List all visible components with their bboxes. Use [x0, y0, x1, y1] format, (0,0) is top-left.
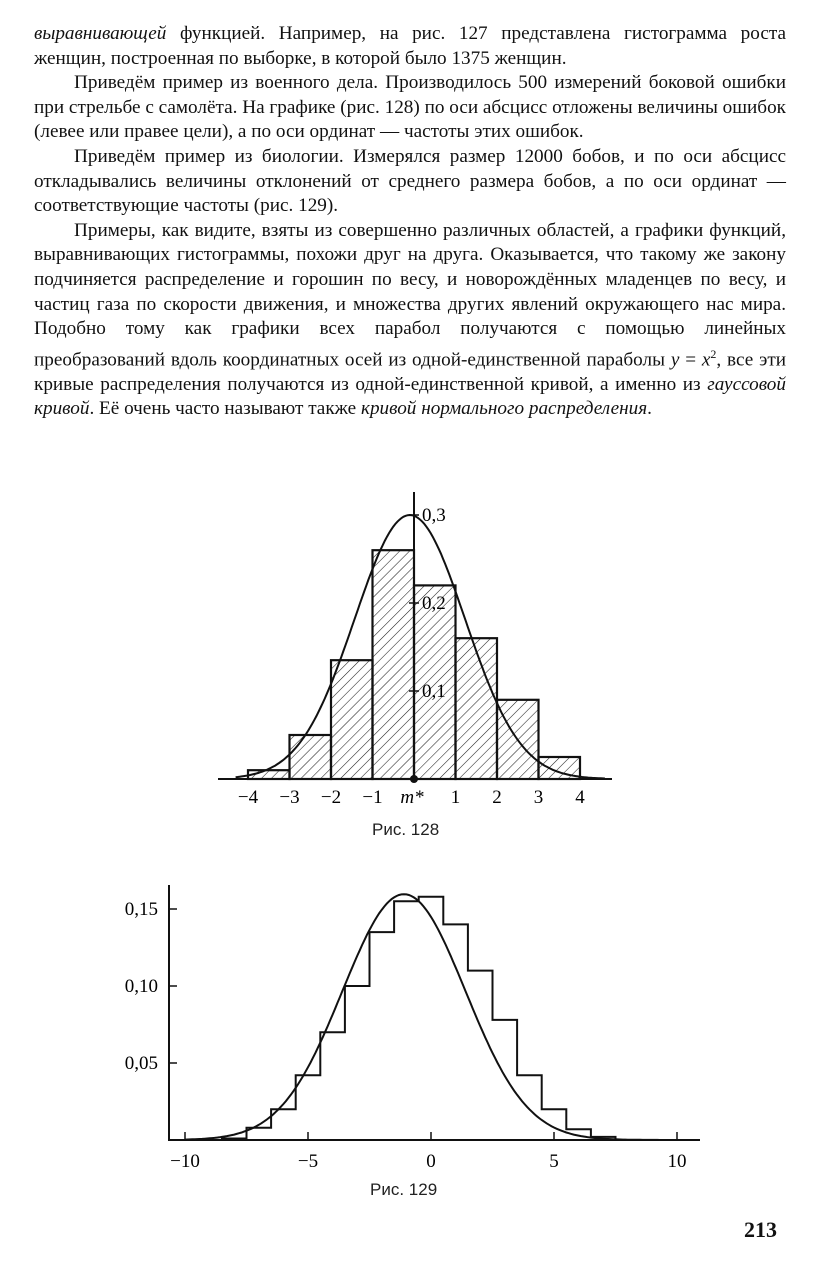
- y-tick-label: 0,15: [124, 899, 158, 920]
- x-tick-label: −5: [297, 1151, 319, 1172]
- paragraph-4-text-a: Примеры, как видите, взяты из совершенно различных областей, а графики функций, выравнивающих гистограммы, похожи друг на друга. Оказывается, что такому же закону подчиняется распределение и горошин по весу, и новорождённых младенцев по весу, и частиц газа по скорости движения, и множества других явлений окружающего нас мира. Подобно тому как графики всех парабол получаются с помощью линейных преобразований вдоль координатных осей из одной-единственной параболы: [34, 219, 786, 371]
- figure-129-caption: Рис. 129: [370, 1180, 438, 1199]
- formula-exponent: 2: [710, 346, 717, 361]
- x-tick-label: −3: [279, 787, 300, 808]
- term-smoothing: выравнивающей: [34, 23, 167, 44]
- density-curve: [185, 894, 677, 1140]
- y-tick-label: 0,1: [422, 681, 446, 702]
- formula-eq: =: [679, 349, 702, 371]
- formula-x: x: [701, 349, 711, 371]
- paragraph-3: Приведём пример из биологии. Измерялся размер 12000 бобов, и по оси абсцисс откладывались величины отклонений от среднего размера бобов, а по оси ординат — соответствующие частоты (рис. 129).: [34, 145, 786, 217]
- x-tick-label: 0: [426, 1151, 436, 1172]
- page-number: 213: [744, 1217, 777, 1242]
- x-tick-label: 2: [492, 787, 502, 808]
- bar: [331, 660, 373, 779]
- x-tick-label: 3: [533, 787, 544, 808]
- paragraph-4-text-b: , все эти кривые распределения получаются из одной-единственной кривой, а именно из: [34, 349, 787, 395]
- mean-label: m*: [400, 787, 424, 808]
- bar: [373, 550, 415, 779]
- y-tick-label: 0,2: [422, 593, 446, 614]
- x-tick-label: −2: [320, 787, 342, 808]
- bar: [290, 735, 332, 779]
- y-tick-label: 0,3: [422, 505, 446, 526]
- x-tick-label: −10: [170, 1151, 200, 1172]
- paragraph-4-text-d: .: [647, 398, 652, 420]
- x-tick-label: −1: [362, 787, 383, 808]
- y-tick-label: 0,05: [124, 1053, 158, 1074]
- x-tick-label: 4: [575, 787, 585, 808]
- paragraph-2: Приведём пример из военного дела. Производилось 500 измерений боковой ошибки при стрельбе с самолёта. На графике (рис. 128) по оси абсцисс отложены величины ошибок (левее или правее цели), а по оси ординат — частоты этих ошибок.: [34, 72, 786, 143]
- paragraph-1-text: функцией. Например, на рис. 127 представлена гистограмма роста женщин, построенная по выборке, в которой было 1375 женщин.: [34, 23, 786, 69]
- figure-128-caption: Рис. 128: [372, 820, 440, 839]
- step-histogram: [222, 897, 616, 1140]
- mean-point: [410, 775, 418, 783]
- formula-y: y: [670, 349, 680, 371]
- x-tick-label: 1: [450, 787, 461, 808]
- x-tick-label: 5: [549, 1151, 559, 1172]
- x-tick-label: 10: [667, 1151, 687, 1172]
- term-gauss-curve: гауссовой кривой: [34, 373, 786, 420]
- histogram-figure-129: [125, 885, 700, 1172]
- term-normal-distribution: кривой нормального распределения: [360, 398, 648, 420]
- x-tick-label: −4: [237, 787, 259, 808]
- bar: [456, 638, 498, 779]
- histogram-figure-128: [218, 492, 612, 808]
- paragraph-4-text-c: . Её очень часто называют также: [89, 398, 361, 420]
- y-tick-label: 0,10: [124, 976, 158, 997]
